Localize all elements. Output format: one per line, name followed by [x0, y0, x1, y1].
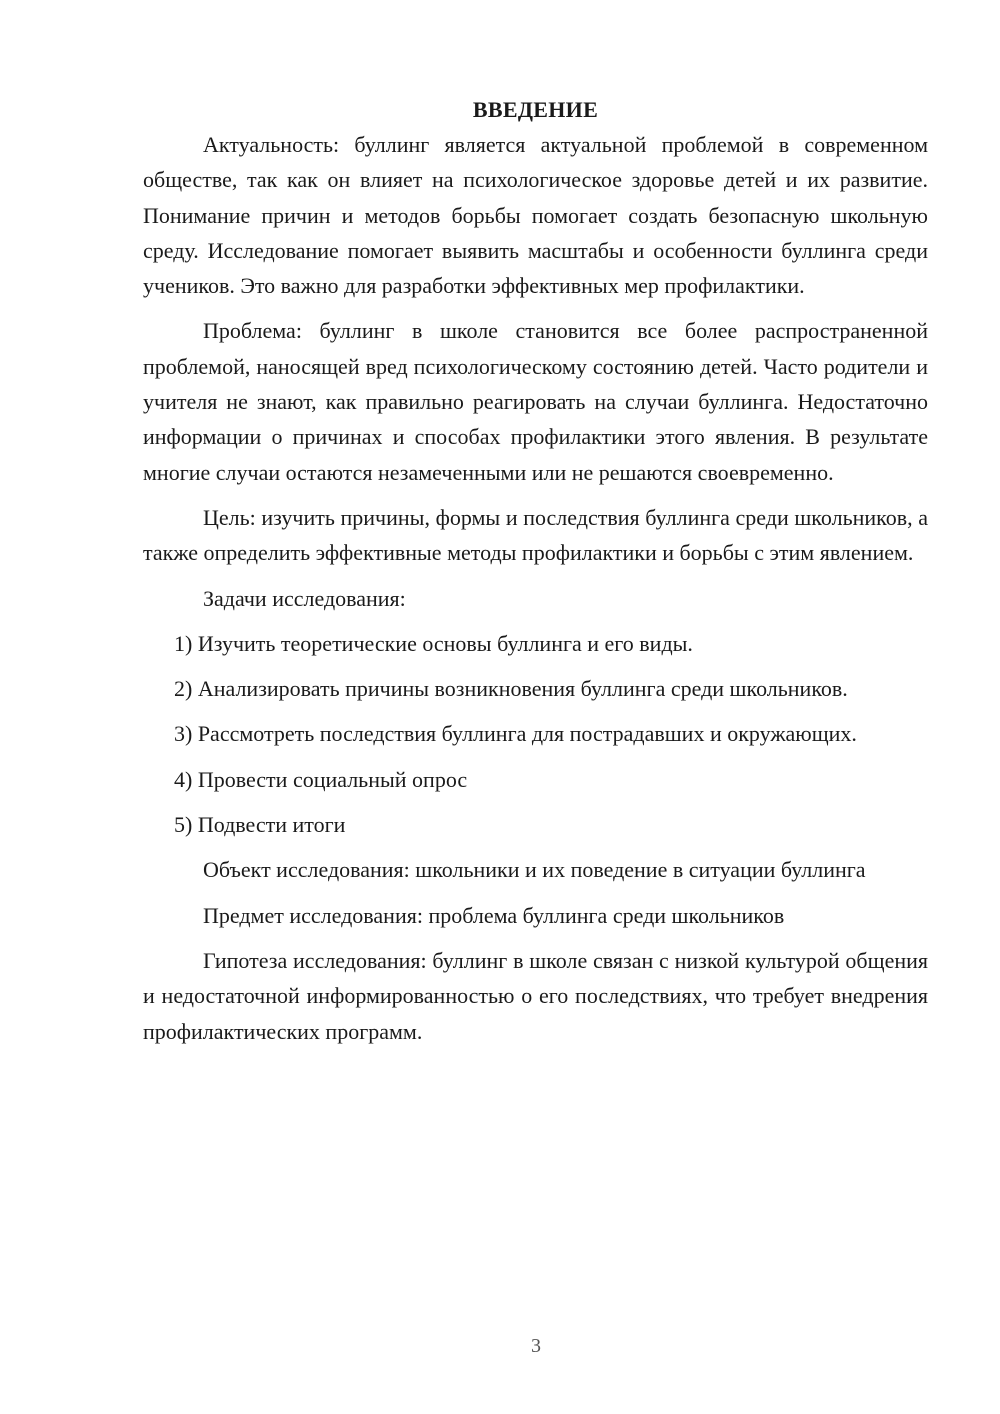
page-number: 3 — [531, 1335, 541, 1357]
paragraph-relevance: Актуальность: буллинг является актуальной проблемой в современном обществе, так как он влияет на психологическое здоровье детей и их развитие. Понимание причин и методов борьбы помогает создать безопасную школьную среду. Исследование помогает выявить масштабы и особенности буллинга среди учеников. Это важно для разработки эффективных мер профилактики. — [143, 132, 928, 299]
document-page — [143, 92, 928, 1059]
paragraph-problem: Проблема: буллинг в школе становится все более распространенной проблемой, наносящей вред психологическому состоянию детей. Часто родители и учителя не знают, как правильно реагировать на случаи буллинга. Недостаточно информации о причинах и способах профилактики этого явления. В результате многие случаи остаются незамеченными или не решаются своевременно. — [143, 318, 928, 485]
task-item-2: 2) Анализировать причины возникновения буллинга среди школьников. — [174, 676, 848, 702]
task-item-3: 3) Рассмотреть последствия буллинга для пострадавших и окружающих. — [174, 721, 857, 747]
paragraph-hypothesis: Гипотеза исследования: буллинг в школе связан с низкой культурой общения и недостаточной информированностью о его последствиях, что требует внедрения профилактических программ. — [143, 947, 928, 1044]
paragraph-object: Объект исследования: школьники и их поведение в ситуации буллинга — [203, 857, 866, 883]
task-item-5: 5) Подвести итоги — [174, 812, 346, 838]
task-item-4: 4) Провести социальный опрос — [174, 766, 468, 792]
task-item-1: 1) Изучить теоретические основы буллинга и его виды. — [174, 630, 693, 656]
paragraph-tasks-intro: Задачи исследования: — [203, 585, 406, 611]
section-heading: ВВЕДЕНИЕ — [472, 97, 599, 122]
paragraph-subject: Предмет исследования: проблема буллинга среди школьников — [203, 902, 785, 928]
paragraph-goal: Цель: изучить причины, формы и последствия буллинга среди школьников, а также определить эффективные методы профилактики и борьбы с этим явлением. — [143, 504, 928, 566]
